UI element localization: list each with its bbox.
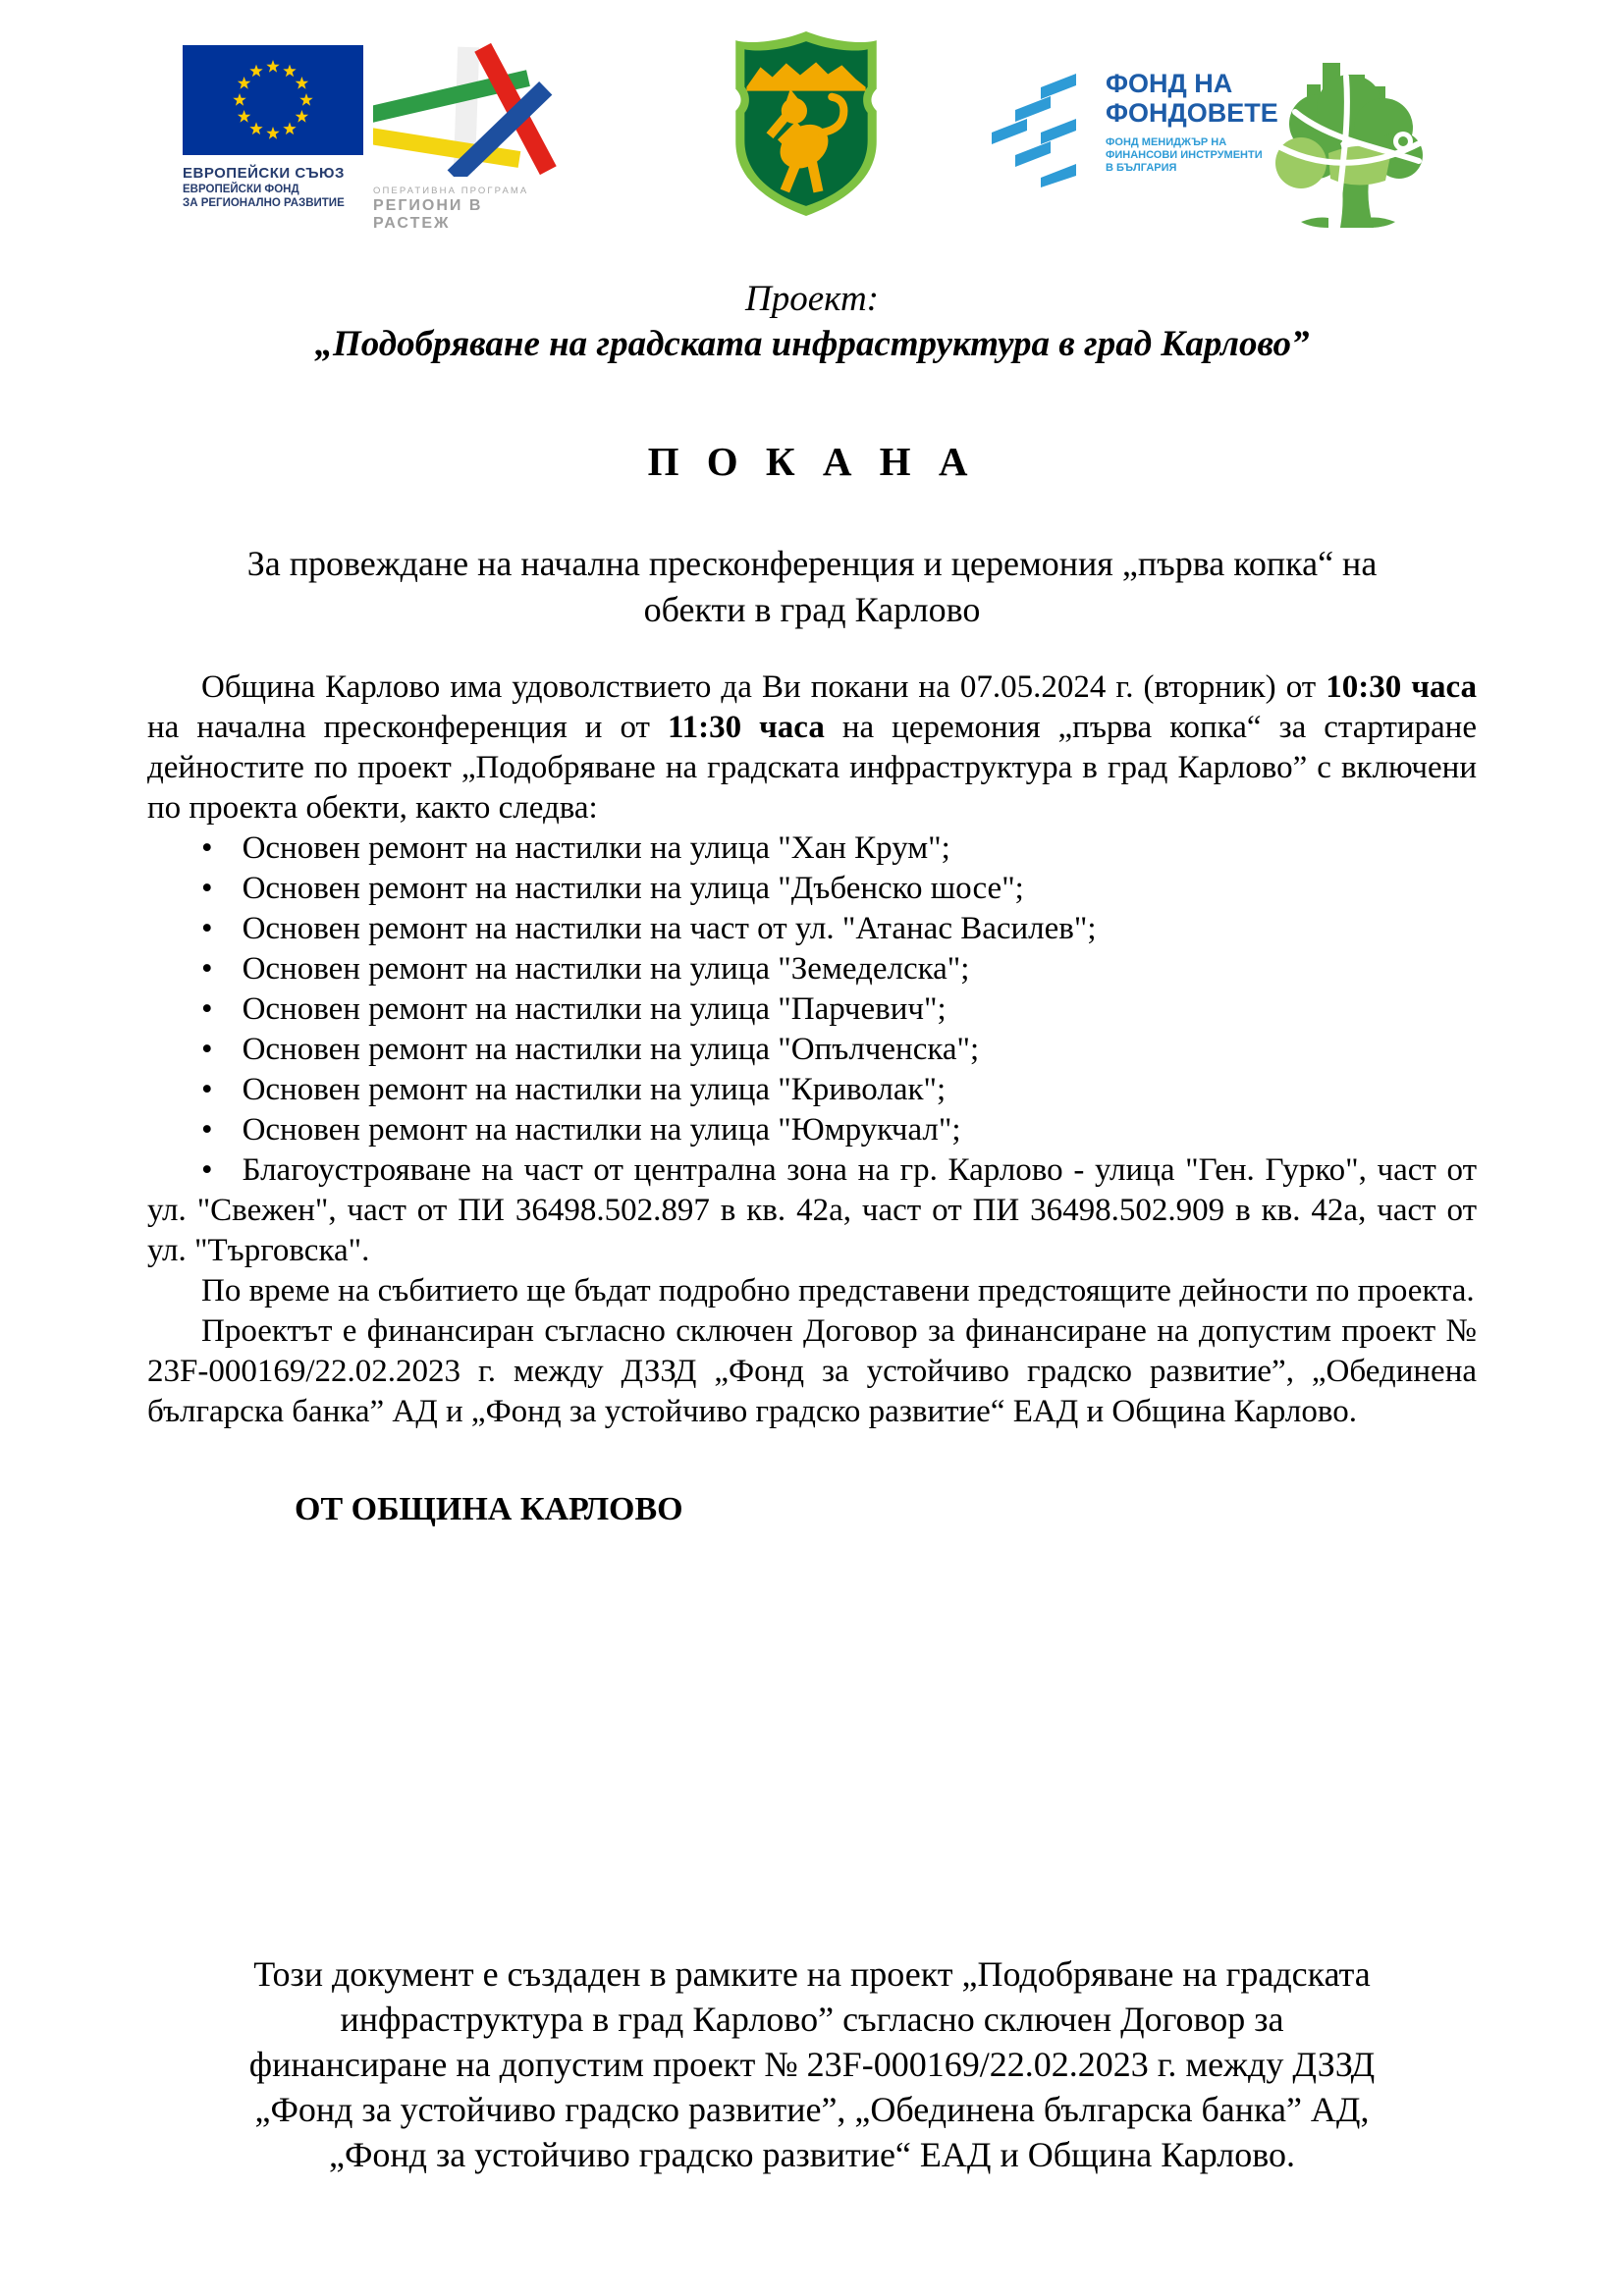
signature-line: ОТ ОБЩИНА КАРЛОВО xyxy=(295,1491,683,1527)
footer-line: Този документ е създаден в рамките на проект „Подобряване на градската xyxy=(253,1954,1371,1994)
bullet-marker: • xyxy=(201,830,213,866)
eu-caption-line2: ЕВРОПЕЙСКИ ФОНД xyxy=(183,184,299,195)
footer-disclaimer xyxy=(147,1951,1477,2177)
project-name: „Подобряване на градската инфраструктура в град Карлово” xyxy=(314,324,1310,364)
regions-in-growth-logo xyxy=(373,41,565,233)
city-fund-tree-logo xyxy=(1260,47,1435,237)
bullet-marker: • xyxy=(201,1112,213,1148)
logo-header xyxy=(0,0,1624,236)
bullet-marker: • xyxy=(201,951,213,987)
invitation-subtitle xyxy=(147,541,1477,633)
eu-flag-caption xyxy=(183,165,363,209)
list-item xyxy=(147,989,1477,1030)
bullet-marker: • xyxy=(201,1152,213,1188)
list-item-text: Основен ремонт на настилки на улица "Юмрукчал"; xyxy=(242,1112,961,1148)
regions-in-growth-icon xyxy=(373,41,560,177)
list-item xyxy=(147,869,1477,909)
eu-caption-line3: ЗА РЕГИОНАЛНО РАЗВИТИЕ xyxy=(183,197,345,209)
fof-title-line1: ФОНД НА xyxy=(1106,69,1233,98)
eu-caption-line1: ЕВРОПЕЙСКИ СЪЮЗ xyxy=(183,165,345,182)
rig-label: РЕГИОНИ В РАСТЕЖ xyxy=(373,197,483,232)
fof-title-line2: ФОНДОВЕТЕ xyxy=(1106,98,1278,128)
list-item-text: Основен ремонт на настилки на улица "Криволак"; xyxy=(242,1072,947,1107)
fof-sub-line2: ФИНАНСОВИ ИНСТРУМЕНТИ xyxy=(1106,149,1263,161)
footer-line: финансиране на допустим проект № 23F-000169/22.02.2023 г. между ДЗЗД xyxy=(248,2045,1376,2084)
fund-of-funds-icon xyxy=(992,69,1090,188)
footer-line: „Фонд за устойчиво градско развитие”, „Обединена българска банка” АД, xyxy=(254,2090,1370,2129)
bullet-marker: • xyxy=(201,871,213,906)
list-item xyxy=(147,1110,1477,1150)
karlovo-coat-of-arms-icon xyxy=(727,29,886,218)
eu-flag-icon xyxy=(183,45,363,155)
list-item-text: Основен ремонт на настилки на улица "Земеделска"; xyxy=(242,951,970,987)
list-item xyxy=(147,1070,1477,1110)
fof-title xyxy=(1106,69,1278,128)
document-content xyxy=(0,277,1624,1530)
bullet-marker: • xyxy=(201,991,213,1027)
list-item-text: Благоустрояване на част от централна зона на гр. Карлово - улица "Ген. Гурко", част от ул. "Свежен", част от ПИ 36498.502.897 в кв. 42а, част от ПИ 36498.502.909 в кв. 42а, част от ул. "Търговска". xyxy=(147,1152,1477,1268)
list-item xyxy=(147,949,1477,989)
fof-subtitle xyxy=(1106,136,1278,175)
project-label: Проект: xyxy=(744,279,879,319)
karlovo-coat-of-arms-logo xyxy=(727,29,886,223)
rig-program-caption: ОПЕРАТИВНА ПРОГРАМА xyxy=(373,186,529,196)
bullet-marker: • xyxy=(201,911,213,946)
list-item xyxy=(147,1030,1477,1070)
list-item xyxy=(147,828,1477,869)
fof-sub-line1: ФОНД МЕНИДЖЪР НА xyxy=(1106,136,1227,148)
list-item-text: Основен ремонт на настилки на част от ул. "Атанас Василев"; xyxy=(242,911,1097,946)
bullet-marker: • xyxy=(201,1072,213,1107)
list-item-text: Основен ремонт на настилки на улица "Опълченска"; xyxy=(242,1032,980,1067)
fund-of-funds-logo xyxy=(992,69,1278,188)
event-details-paragraph: По време на събитието ще бъдат подробно представени предстоящите дейности по проекта. xyxy=(201,1273,1475,1308)
footer-line: „Фонд за устойчиво градско развитие“ ЕАД и Община Карлово. xyxy=(328,2135,1296,2174)
bullet-marker: • xyxy=(201,1032,213,1067)
intro-paragraph: Община Карлово има удоволствието да Ви покани на 07.05.2024 г. (вторник) от 10:30 часа на начална пресконференция и от 11:30 часа на церемония „първа копка“ за стартиране дейностите по проект „Подобряване на градската инфраструктура в град Карлово” с включени по проекта обекти, както следва: xyxy=(147,669,1477,826)
fof-sub-line3: В БЪЛГАРИЯ xyxy=(1106,162,1177,174)
list-item-long xyxy=(147,1150,1477,1271)
list-item-text: Основен ремонт на настилки на улица "Дъбенско шосе"; xyxy=(242,871,1024,906)
list-item xyxy=(147,909,1477,949)
invitation-heading: П О К А Н А xyxy=(647,439,977,484)
subtitle-line1: За провеждане на начална пресконференция и церемония „първа копка“ на xyxy=(246,544,1378,583)
fund-of-funds-text xyxy=(1106,69,1278,175)
list-item-text: Основен ремонт на настилки на улица "Парчевич"; xyxy=(242,991,947,1027)
eu-flag-logo xyxy=(183,45,363,209)
city-fund-tree-icon xyxy=(1260,47,1435,232)
financing-paragraph: Проектът е финансиран съгласно сключен Договор за финансиране на допустим проект № 23F-000169/22.02.2023 г. между ДЗЗД „Фонд за устойчиво градско развитие”, „Обединена българска банка” АД и „Фонд за устойчиво градско развитие“ ЕАД и Община Карлово. xyxy=(147,1313,1477,1429)
body-text xyxy=(147,667,1477,1530)
subtitle-line2: обекти в град Карлово xyxy=(643,590,981,629)
list-item-text: Основен ремонт на настилки на улица "Хан Крум"; xyxy=(242,830,950,866)
footer-line: инфраструктура в град Карлово” съгласно сключен Договор за xyxy=(340,2000,1284,2039)
